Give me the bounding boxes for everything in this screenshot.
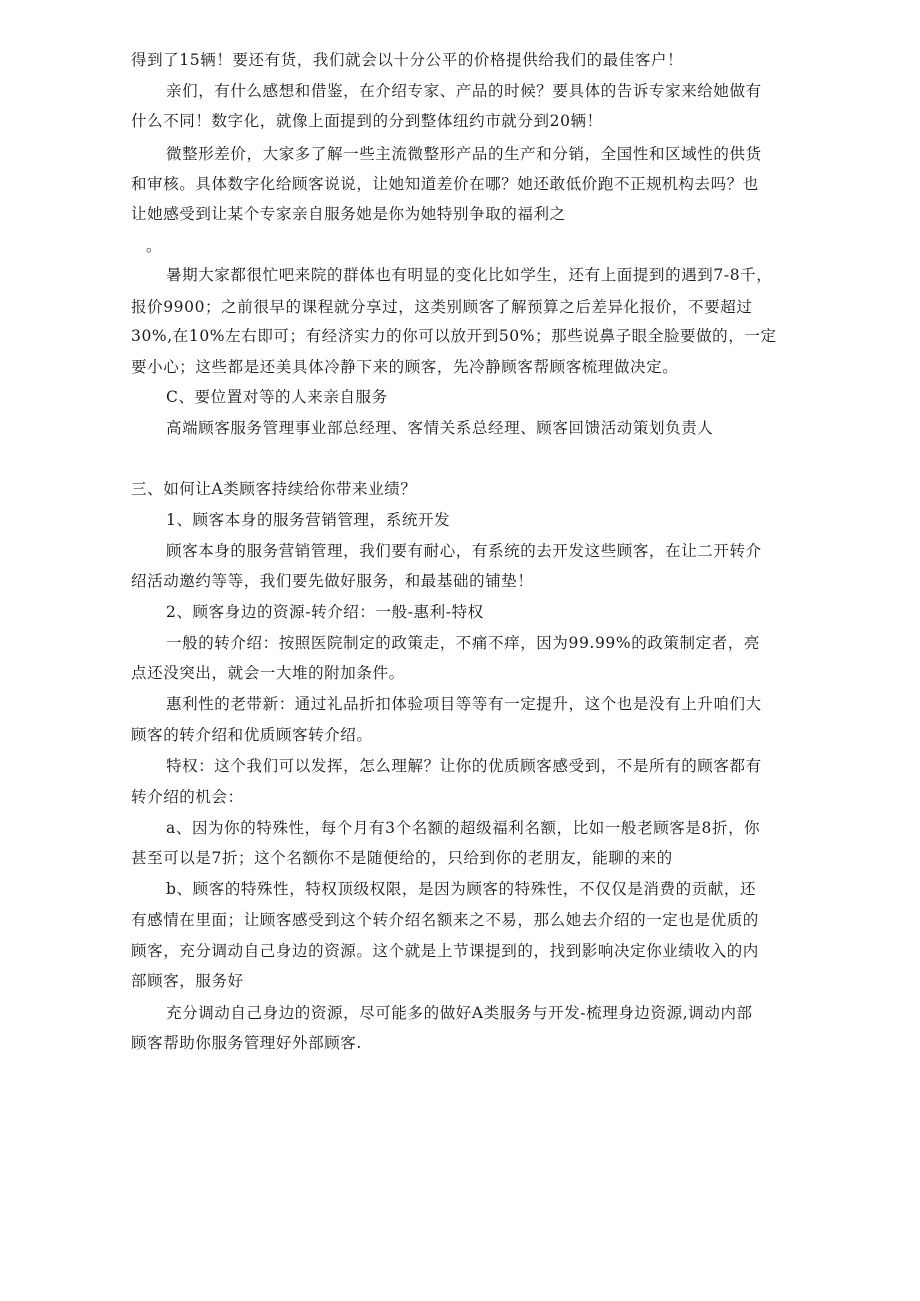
text-line: 和审核。具体数字化给顾客说说，让她知道差价在哪？她还敢低价跑不正规机构去吗？也 bbox=[131, 175, 759, 193]
section-heading: C、要位置对等的人来亲自服务 bbox=[166, 388, 388, 406]
text-line: 亲们，有什么感想和借鉴，在介绍专家、产品的时候？要具体的告诉专家来给她做有 bbox=[166, 82, 762, 100]
text-line: 。 bbox=[146, 237, 163, 255]
text-line: 让她感受到让某个专家亲自服务她是你为她特别争取的福利之 bbox=[131, 205, 566, 223]
text-line: b、顾客的特殊性，特权顶级权限，是因为顾客的特殊性，不仅仅是消费的贡献，还 bbox=[166, 880, 757, 898]
text-line: 得到了15辆！要还有货，我们就会以十分公平的价格提供给我们的最佳客户！ bbox=[131, 51, 684, 69]
text-line: 甚至可以是7折；这个名额你不是随便给的，只给到你的老朋友，能聊的来的 bbox=[131, 849, 673, 867]
text-line: 顾客的转介绍和优质顾客转介绍。 bbox=[131, 726, 373, 744]
text-line: 绍活动邀约等等，我们要先做好服务，和最基础的铺垫！ bbox=[131, 572, 534, 590]
section-heading: 1、顾客本身的服务营销管理，系统开发 bbox=[166, 511, 451, 529]
text-line: 部顾客，服务好 bbox=[131, 972, 244, 990]
text-line: 什么不同！数字化，就像上面提到的分到整体纽约市就分到20辆！ bbox=[131, 112, 603, 130]
text-line: 微整形差价，大家多了解一些主流微整形产品的生产和分销，全国性和区域性的供货 bbox=[166, 145, 762, 163]
text-line: 惠利性的老带新：通过礼品折扣体验项目等等有一定提升，这个也是没有上升咱们大 bbox=[166, 695, 762, 713]
text-line: 有感情在里面；让顾客感受到这个转介绍名额来之不易，那么她去介绍的一定也是优质的 bbox=[131, 911, 759, 929]
text-line: 转介绍的机会： bbox=[131, 788, 244, 806]
text-line: 充分调动自己身边的资源，尽可能多的做好A类服务与开发-梳理身边资源,调动内部 bbox=[166, 1004, 753, 1022]
text-line: 顾客，充分调动自己身边的资源。这个就是上节课提到的，找到影响决定你业绩收入的内 bbox=[131, 942, 759, 960]
text-line: 顾客帮助你服务管理好外部顾客. bbox=[131, 1034, 362, 1052]
text-line: 要小心；这些都是还美具体冷静下来的顾客，先冷静顾客帮顾客梳理做决定。 bbox=[131, 358, 679, 376]
section-heading: 2、顾客身边的资源-转介绍：一般-惠利-特权 bbox=[166, 603, 484, 621]
text-line: 特权：这个我们可以发挥，怎么理解？让你的优质顾客感受到，不是所有的顾客都有 bbox=[166, 757, 762, 775]
text-line: 高端顾客服务管理事业部总经理、客情关系总经理、顾客回馈活动策划负责人 bbox=[166, 419, 714, 437]
section-heading: 三、如何让A类顾客持续给你带来业绩？ bbox=[131, 480, 417, 498]
text-line: 暑期大家都很忙吧来院的群体也有明显的变化比如学生，还有上面提到的遇到7-8千， bbox=[166, 266, 773, 284]
text-line: 一般的转介绍：按照医院制定的政策走，不痛不痒，因为99.99%的政策制定者，亮 bbox=[166, 634, 761, 652]
text-line: 点还没突出，就会一大堆的附加条件。 bbox=[131, 664, 405, 682]
text-line: 报价9900；之前很早的课程就分享过，这类别顾客了解预算之后差异化报价，不要超过 bbox=[131, 298, 753, 316]
text-line: a、因为你的特殊性，每个月有3个名额的超级福利名额，比如一般老顾客是8折，你 bbox=[166, 819, 761, 837]
text-line: 顾客本身的服务营销管理，我们要有耐心，有系统的去开发这些顾客，在让二开转介 bbox=[166, 542, 762, 560]
text-line: 30%,在10%左右即可；有经济实力的你可以放开到50%；那些说鼻子眼全脸要做的，一定 bbox=[131, 327, 777, 345]
